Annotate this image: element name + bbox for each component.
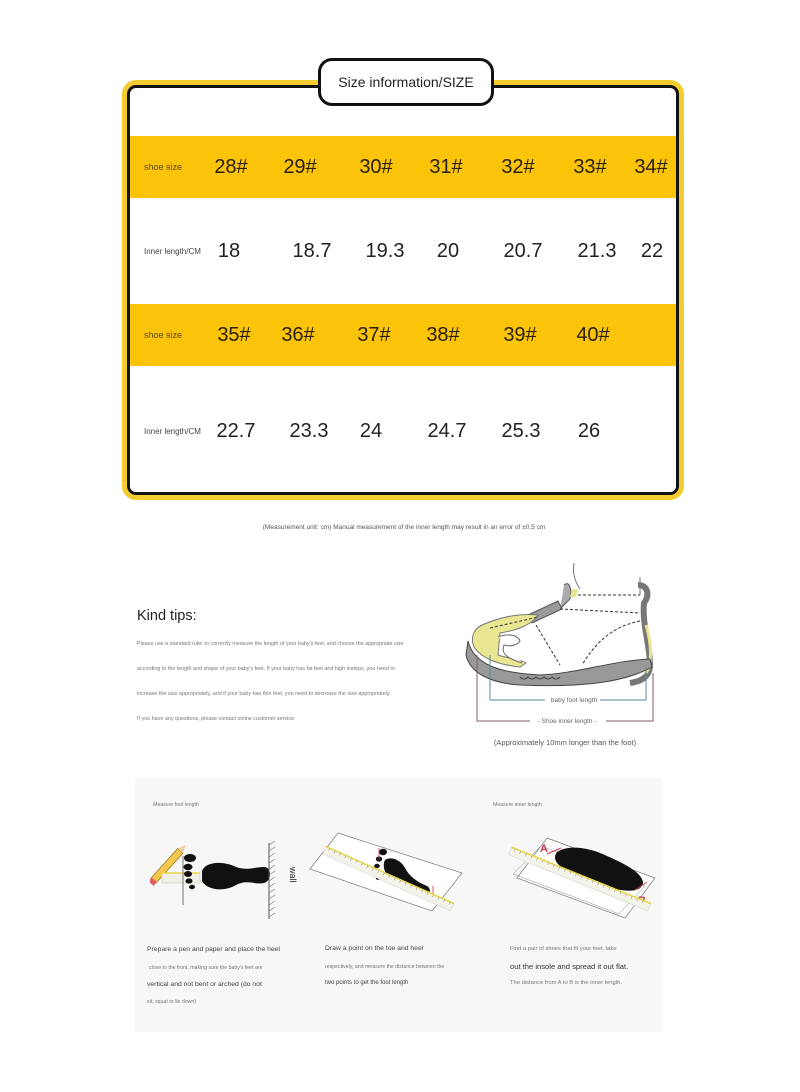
length-cell: 21.3	[577, 239, 617, 262]
length-cell: 23.3	[289, 419, 329, 442]
measurement-note: (Measurement unit: cm) Manual measurement of the inner length may result in an error of ±0.5 cm	[262, 524, 546, 531]
step1-line: sit, squat or lie down)	[147, 999, 197, 1005]
inner-length-label: - Shoe inner length -	[537, 718, 597, 725]
step2-line: respectively, and measure the distance between the	[325, 964, 445, 970]
measure-inner-label: Measure inner length	[493, 802, 542, 808]
step2-line: Draw a point on the toe and heel	[325, 945, 424, 952]
size-cell: 40#	[576, 323, 610, 346]
length-row-1	[130, 198, 676, 304]
size-cell: 30#	[359, 155, 393, 178]
length-cell: 20.7	[503, 239, 543, 262]
size-row-1	[130, 136, 676, 198]
step3-line: The distance from A to B is the inner length.	[510, 980, 623, 986]
length-cell: 18	[217, 239, 241, 262]
insole-a-to-b-icon	[495, 818, 665, 928]
kind-tips-line: Please use a standard ruler to correctly measure the length of your baby's feet, and choose the appropriate size	[137, 641, 404, 647]
size-chart-frame	[122, 80, 684, 500]
row-label: shoe size	[144, 330, 183, 340]
row-label: Inner length/CM	[144, 246, 201, 256]
step2-line: two points to get the foot length	[325, 980, 409, 986]
shoe-illustration-icon	[460, 555, 680, 755]
diagram-caption: (Approximately 10mm longer than the foot)	[493, 738, 637, 747]
kind-tips-line: according to the length and shape of your baby's feet. If your baby has fat feet and high insteps, you need to	[137, 666, 395, 672]
size-cell: 38#	[426, 323, 460, 346]
length-cell: 19.3	[365, 239, 405, 262]
size-cell: 34#	[634, 155, 668, 178]
step3-line: out the insole and spread it out flat.	[510, 962, 629, 971]
foot-on-paper-ruler-icon	[305, 816, 465, 926]
row-label: shoe size	[144, 162, 183, 172]
step3-line: Find a pair of shoes that fit your feet, take	[510, 946, 617, 952]
size-cell: 32#	[501, 155, 535, 178]
size-cell: 37#	[357, 323, 391, 346]
row-label: Inner length/CM	[144, 426, 201, 436]
size-chart-title	[318, 58, 494, 106]
shoe-cross-section-diagram	[460, 555, 680, 755]
length-cell: 25.3	[501, 419, 541, 442]
foot-length-label: baby foot length	[550, 697, 598, 704]
step1-line: close to the front, making sure the baby's feet are	[149, 965, 263, 971]
length-cell: 24	[359, 419, 383, 442]
size-cell: 28#	[214, 155, 248, 178]
measure-foot-label: Measure foot length	[153, 802, 199, 808]
size-row-2	[130, 304, 676, 366]
step1-line: Prepare a pen and paper and place the heel	[147, 946, 281, 953]
size-cell: 36#	[281, 323, 315, 346]
step1-line: vertical and not bent or arched (do not	[147, 981, 262, 988]
length-cell: 20	[436, 239, 460, 262]
kind-tips-line: If you have any questions, please contact online customer service.	[137, 716, 296, 722]
length-cell: 26	[577, 419, 601, 442]
foot-against-wall-icon	[150, 823, 310, 923]
measure-instructions-panel	[135, 778, 662, 1032]
length-cell: 24.7	[427, 419, 467, 442]
size-cell: 29#	[283, 155, 317, 178]
size-cell: 39#	[503, 323, 537, 346]
size-chart-table	[127, 85, 679, 495]
wall-label: wall	[288, 867, 298, 883]
size-cell: 33#	[573, 155, 607, 178]
kind-tips-line: increase the size appropriately, and if your baby has thin feet, you need to decrease the size appropriately.	[137, 691, 391, 697]
point-a-label: A	[540, 843, 548, 855]
size-chart-title-text: Size information/SIZE	[338, 74, 474, 90]
length-row-2	[130, 366, 676, 495]
length-cell: 22	[640, 239, 664, 262]
kind-tips-title: Kind tips:	[137, 608, 197, 624]
length-cell: 22.7	[216, 419, 256, 442]
length-cell: 18.7	[292, 239, 332, 262]
size-cell: 31#	[429, 155, 463, 178]
size-cell: 35#	[217, 323, 251, 346]
